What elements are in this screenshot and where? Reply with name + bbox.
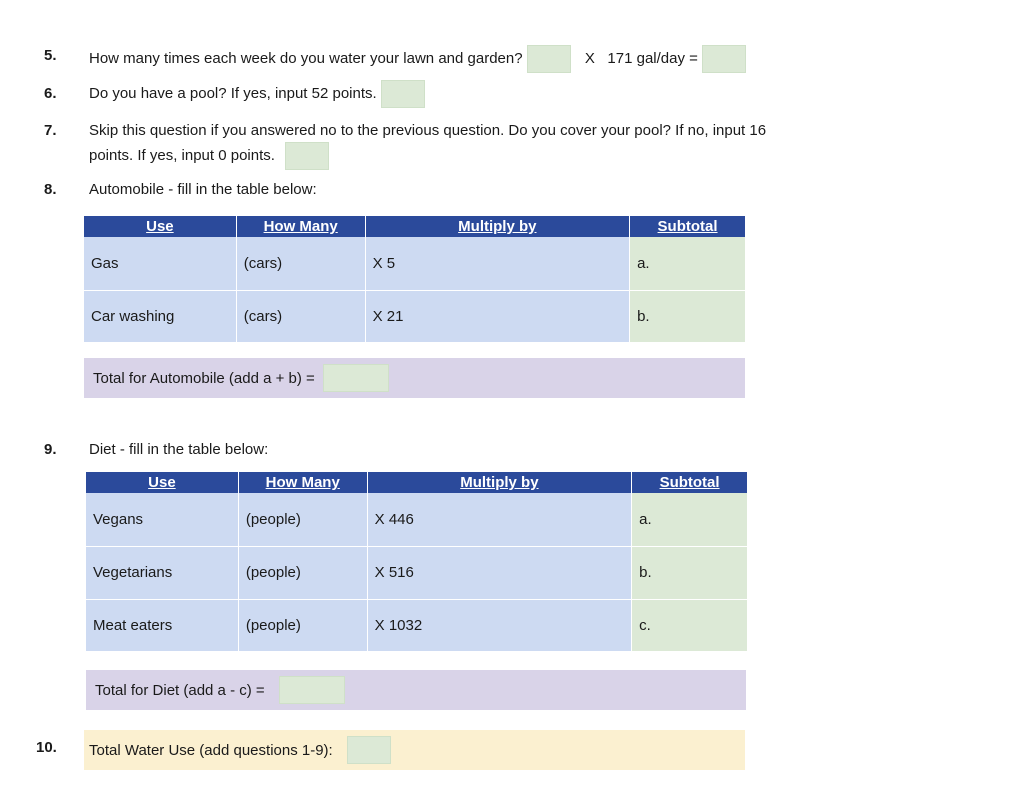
question-5 bbox=[89, 45, 746, 73]
table-header-row bbox=[86, 472, 747, 493]
table-row bbox=[84, 237, 745, 290]
question-number-10: 10. bbox=[36, 739, 57, 756]
automobile-total-label: Total for Automobile (add a + b) = bbox=[93, 369, 315, 387]
row-use: Gas bbox=[84, 237, 236, 290]
row-how-many[interactable]: (people) bbox=[238, 599, 367, 651]
total-water-use-label: Total Water Use (add questions 1-9): bbox=[89, 741, 333, 759]
table-row bbox=[84, 290, 745, 342]
diet-total-label: Total for Diet (add a - c) = bbox=[95, 681, 265, 699]
row-use: Meat eaters bbox=[86, 599, 238, 651]
header-multiply-by: Multiply by bbox=[365, 216, 630, 237]
table-header-row bbox=[84, 216, 745, 237]
question-7-line1: Skip this question if you answered no to the previous question. Do you cover your pool? If no, input 16 bbox=[89, 122, 767, 139]
pool-cover-input[interactable] bbox=[285, 142, 329, 170]
diet-table bbox=[86, 472, 747, 652]
question-7-line2: points. If yes, input 0 points. bbox=[89, 146, 275, 164]
question-number-8: 8. bbox=[44, 181, 57, 198]
diet-total-row bbox=[86, 670, 746, 710]
header-how-many: How Many bbox=[236, 216, 365, 237]
question-8: Automobile - fill in the table below: bbox=[89, 181, 317, 198]
table-row bbox=[86, 493, 747, 546]
row-use: Car washing bbox=[84, 290, 236, 342]
header-use: Use bbox=[86, 472, 238, 493]
table-row bbox=[86, 599, 747, 651]
question-number-9: 9. bbox=[44, 441, 57, 458]
row-how-many[interactable]: (cars) bbox=[236, 290, 365, 342]
question-6 bbox=[89, 80, 425, 108]
header-use: Use bbox=[84, 216, 236, 237]
question-5-text: How many times each week do you water your lawn and garden? bbox=[89, 49, 523, 67]
row-use: Vegetarians bbox=[86, 546, 238, 599]
lawn-watering-result-input[interactable] bbox=[702, 45, 746, 73]
question-9: Diet - fill in the table below: bbox=[89, 441, 269, 458]
row-how-many[interactable]: (cars) bbox=[236, 237, 365, 290]
total-water-use-row bbox=[84, 730, 745, 770]
row-multiply: X 5 bbox=[365, 237, 630, 290]
row-subtotal[interactable]: a. bbox=[632, 493, 747, 546]
lawn-watering-input[interactable] bbox=[527, 45, 571, 73]
row-multiply: X 516 bbox=[367, 546, 631, 599]
row-subtotal[interactable]: b. bbox=[630, 290, 745, 342]
question-6-text: Do you have a pool? If yes, input 52 points. bbox=[89, 84, 377, 102]
question-number-5: 5. bbox=[44, 47, 57, 64]
row-subtotal[interactable]: b. bbox=[632, 546, 747, 599]
header-subtotal: Subtotal bbox=[632, 472, 747, 493]
row-subtotal[interactable]: a. bbox=[630, 237, 745, 290]
row-multiply: X 446 bbox=[367, 493, 631, 546]
row-subtotal[interactable]: c. bbox=[632, 599, 747, 651]
table-row bbox=[86, 546, 747, 599]
row-use: Vegans bbox=[86, 493, 238, 546]
row-multiply: X 1032 bbox=[367, 599, 631, 651]
row-how-many[interactable]: (people) bbox=[238, 493, 367, 546]
total-water-use-input[interactable] bbox=[347, 736, 391, 764]
question-7 bbox=[89, 120, 766, 170]
row-how-many[interactable]: (people) bbox=[238, 546, 367, 599]
automobile-table bbox=[84, 216, 745, 343]
question-5-multiplier: X 171 gal/day = bbox=[584, 49, 698, 67]
diet-total-input[interactable] bbox=[279, 676, 345, 704]
header-subtotal: Subtotal bbox=[630, 216, 745, 237]
row-multiply: X 21 bbox=[365, 290, 630, 342]
automobile-total-input[interactable] bbox=[323, 364, 389, 392]
pool-input[interactable] bbox=[381, 80, 425, 108]
automobile-total-row bbox=[84, 358, 745, 398]
question-number-6: 6. bbox=[44, 85, 57, 102]
question-number-7: 7. bbox=[44, 122, 57, 139]
header-multiply-by: Multiply by bbox=[367, 472, 631, 493]
header-how-many: How Many bbox=[238, 472, 367, 493]
